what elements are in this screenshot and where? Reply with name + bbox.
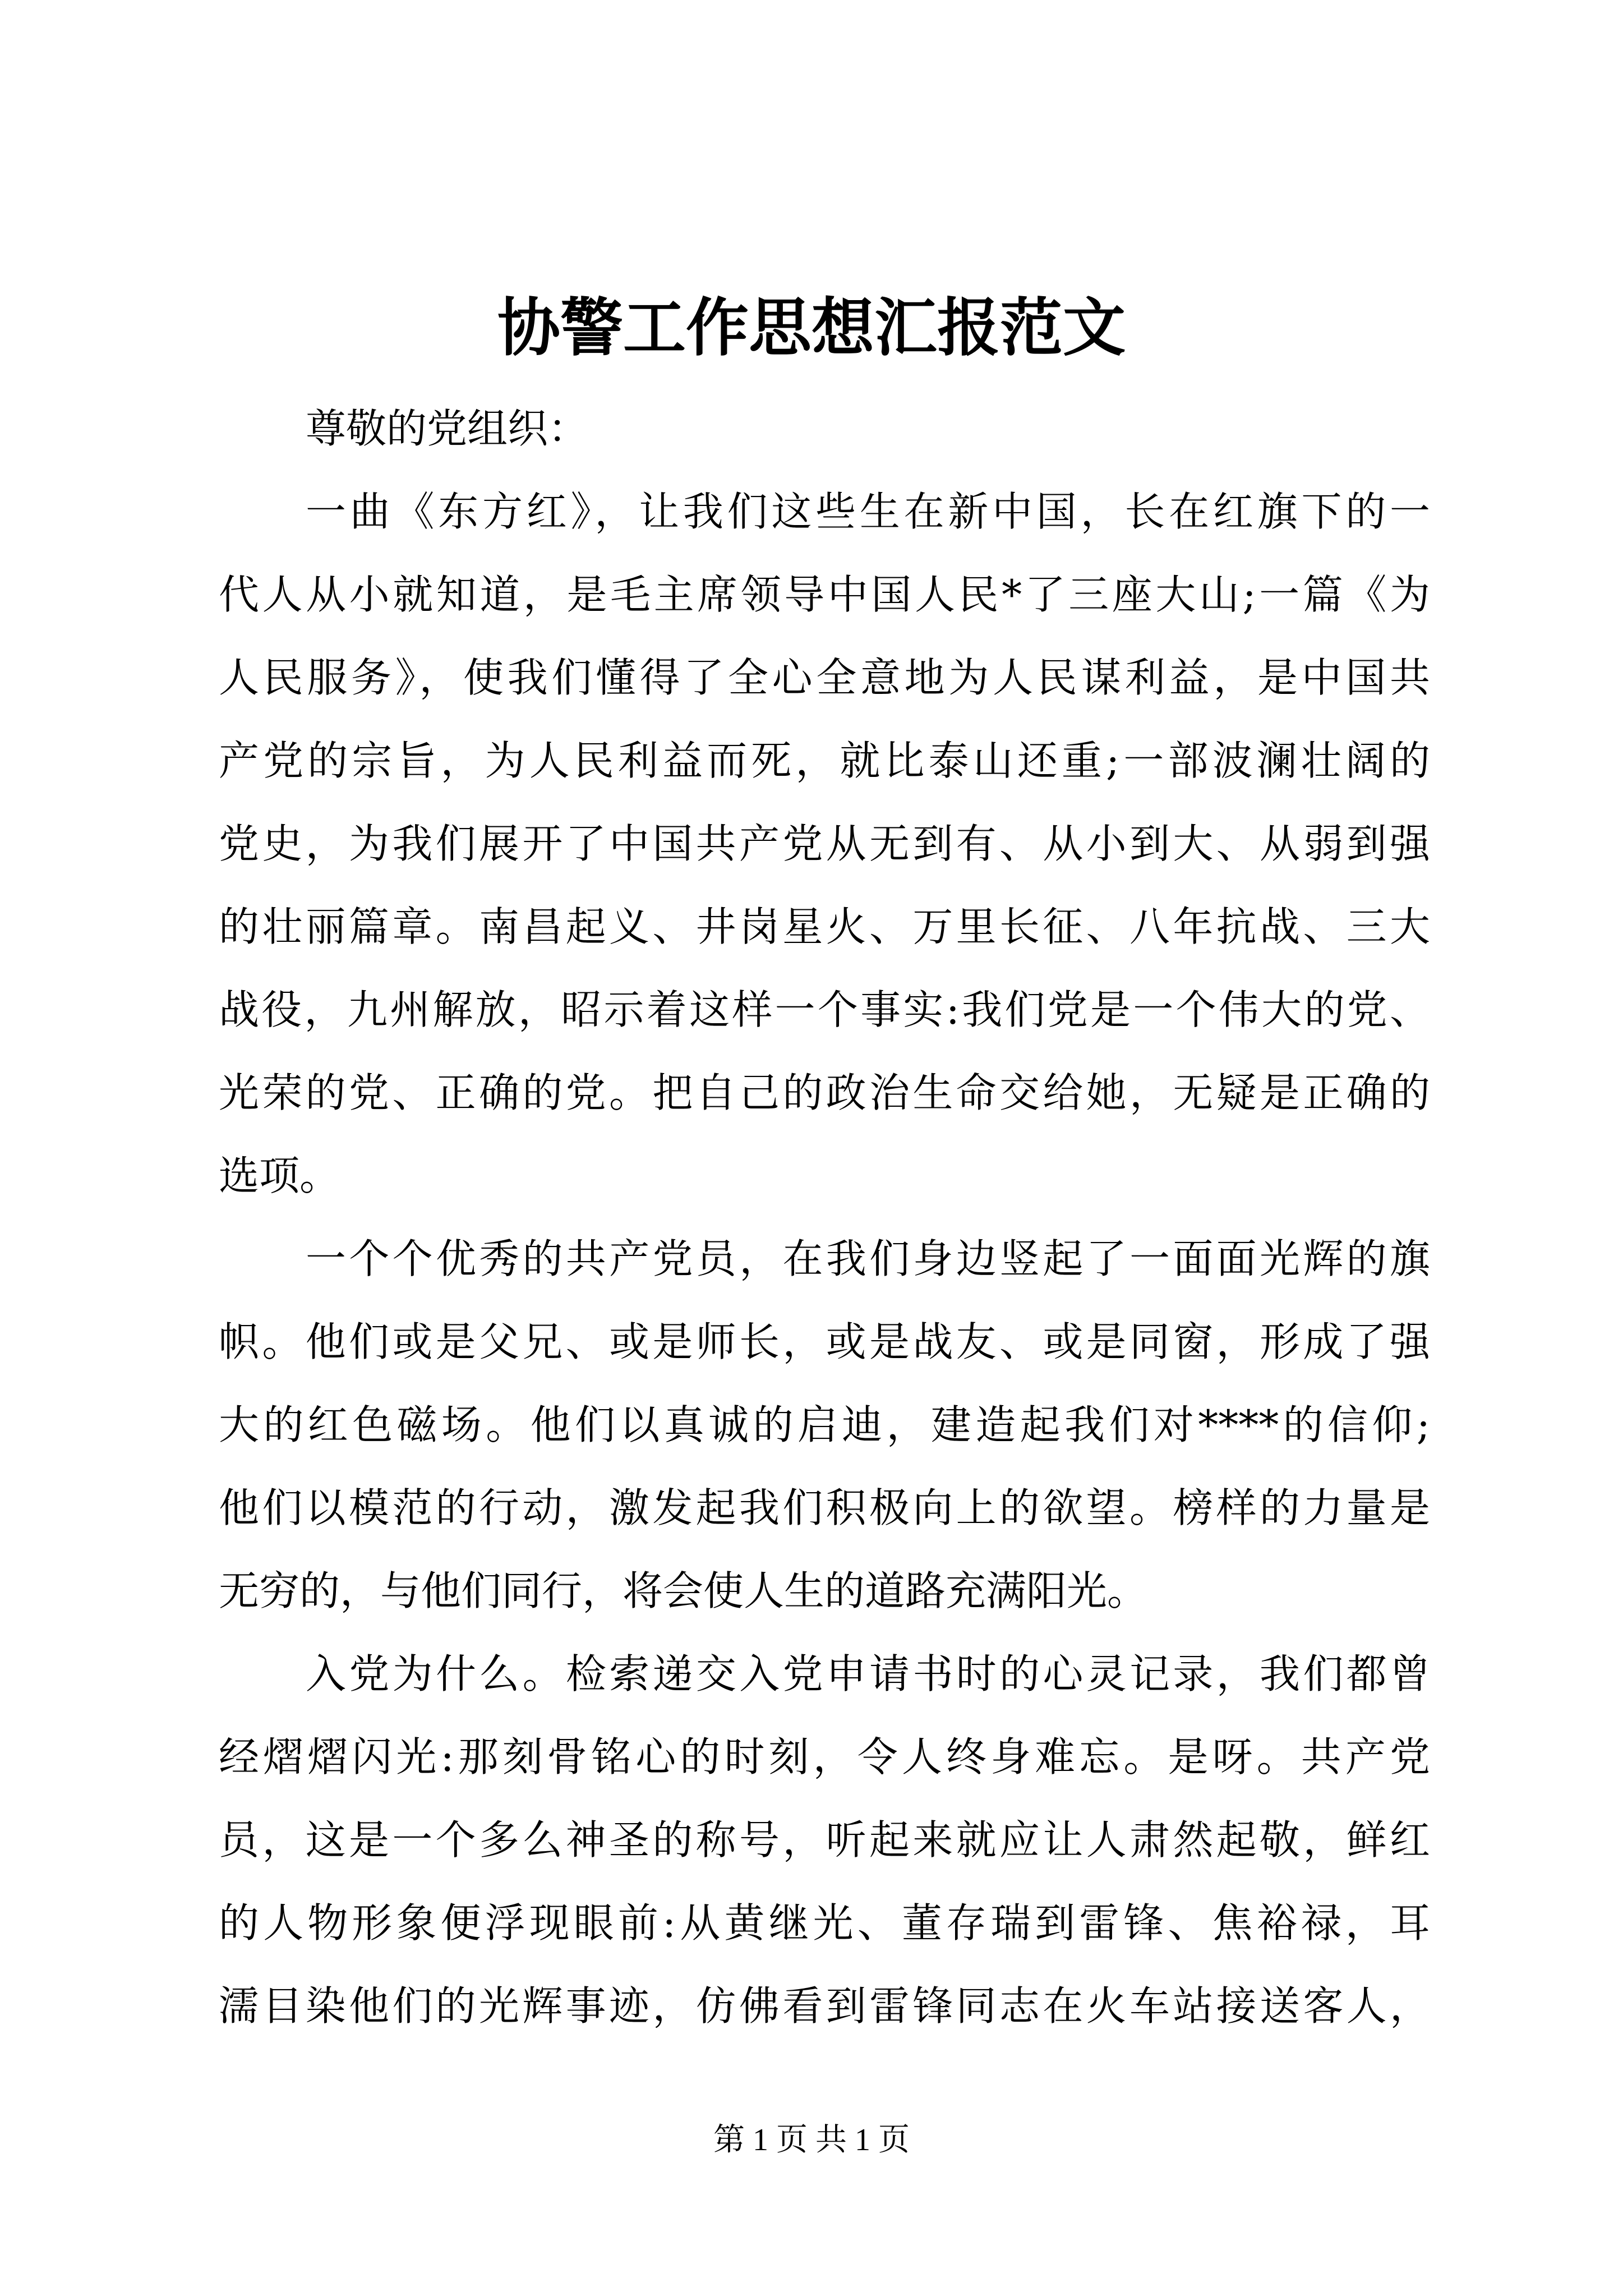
paragraph-line: 选项。	[219, 1152, 340, 1199]
paragraph-line: 的壮丽篇章。南昌起义、井岗星火、万里长征、八年抗战、三大	[219, 903, 1430, 950]
paragraph-line: 一个个优秀的共产党员，在我们身边竖起了一面面光辉的旗	[306, 1235, 1430, 1282]
page-number-footer: 第 1 页 共 1 页	[713, 2123, 910, 2157]
paragraph-line: 他们以模范的行动，激发起我们积极向上的欲望。榜样的力量是	[219, 1484, 1430, 1531]
paragraph-line: 光荣的党、正确的党。把自己的政治生命交给她，无疑是正确的	[219, 1069, 1430, 1116]
paragraph-line: 经熠熠闪光:那刻骨铭心的时刻，令人终身难忘。是呀。共产党	[219, 1733, 1430, 1780]
document-title: 协警工作思想汇报范文	[497, 291, 1126, 365]
paragraph-line: 人民服务》，使我们懂得了全心全意地为人民谋利益，是中国共	[219, 654, 1430, 701]
paragraph-line: 无穷的，与他们同行，将会使人生的道路充满阳光。	[219, 1567, 1148, 1614]
paragraph-line: 代人从小就知道，是毛主席领导中国人民*了三座大山;一篇《为	[219, 571, 1430, 618]
document-body	[219, 387, 1430, 2047]
salutation: 尊敬的党组织：	[306, 405, 589, 452]
paragraph	[219, 1632, 1430, 2047]
paragraph-line: 员，这是一个多么神圣的称号，听起来就应让人肃然起敬，鲜红	[219, 1816, 1430, 1864]
paragraph-line: 濡目染他们的光辉事迹，仿佛看到雷锋同志在火车站接送客人，	[219, 1982, 1430, 2030]
paragraph-line: 大的红色磁场。他们以真诚的启迪，建造起我们对****的信仰;	[219, 1401, 1430, 1448]
paragraph-line: 帜。他们或是父兄、或是师长，或是战友、或是同窗，形成了强	[219, 1318, 1430, 1365]
paragraph-line: 的人物形象便浮现眼前:从黄继光、董存瑞到雷锋、焦裕禄，耳	[219, 1899, 1430, 1947]
paragraph-line: 一曲《东方红》，让我们这些生在新中国，长在红旗下的一	[306, 488, 1430, 535]
paragraph-line: 产党的宗旨，为人民利益而死，就比泰山还重;一部波澜壮阔的	[219, 737, 1430, 784]
paragraph	[219, 1217, 1430, 1632]
paragraph	[219, 470, 1430, 1217]
paragraph-line: 战役，九州解放，昭示着这样一个事实:我们党是一个伟大的党、	[219, 986, 1430, 1033]
paragraph-line: 党史，为我们展开了中国共产党从无到有、从小到大、从弱到强	[219, 820, 1430, 867]
paragraph-line: 入党为什么。检索递交入党申请书时的心灵记录，我们都曾	[306, 1650, 1430, 1697]
